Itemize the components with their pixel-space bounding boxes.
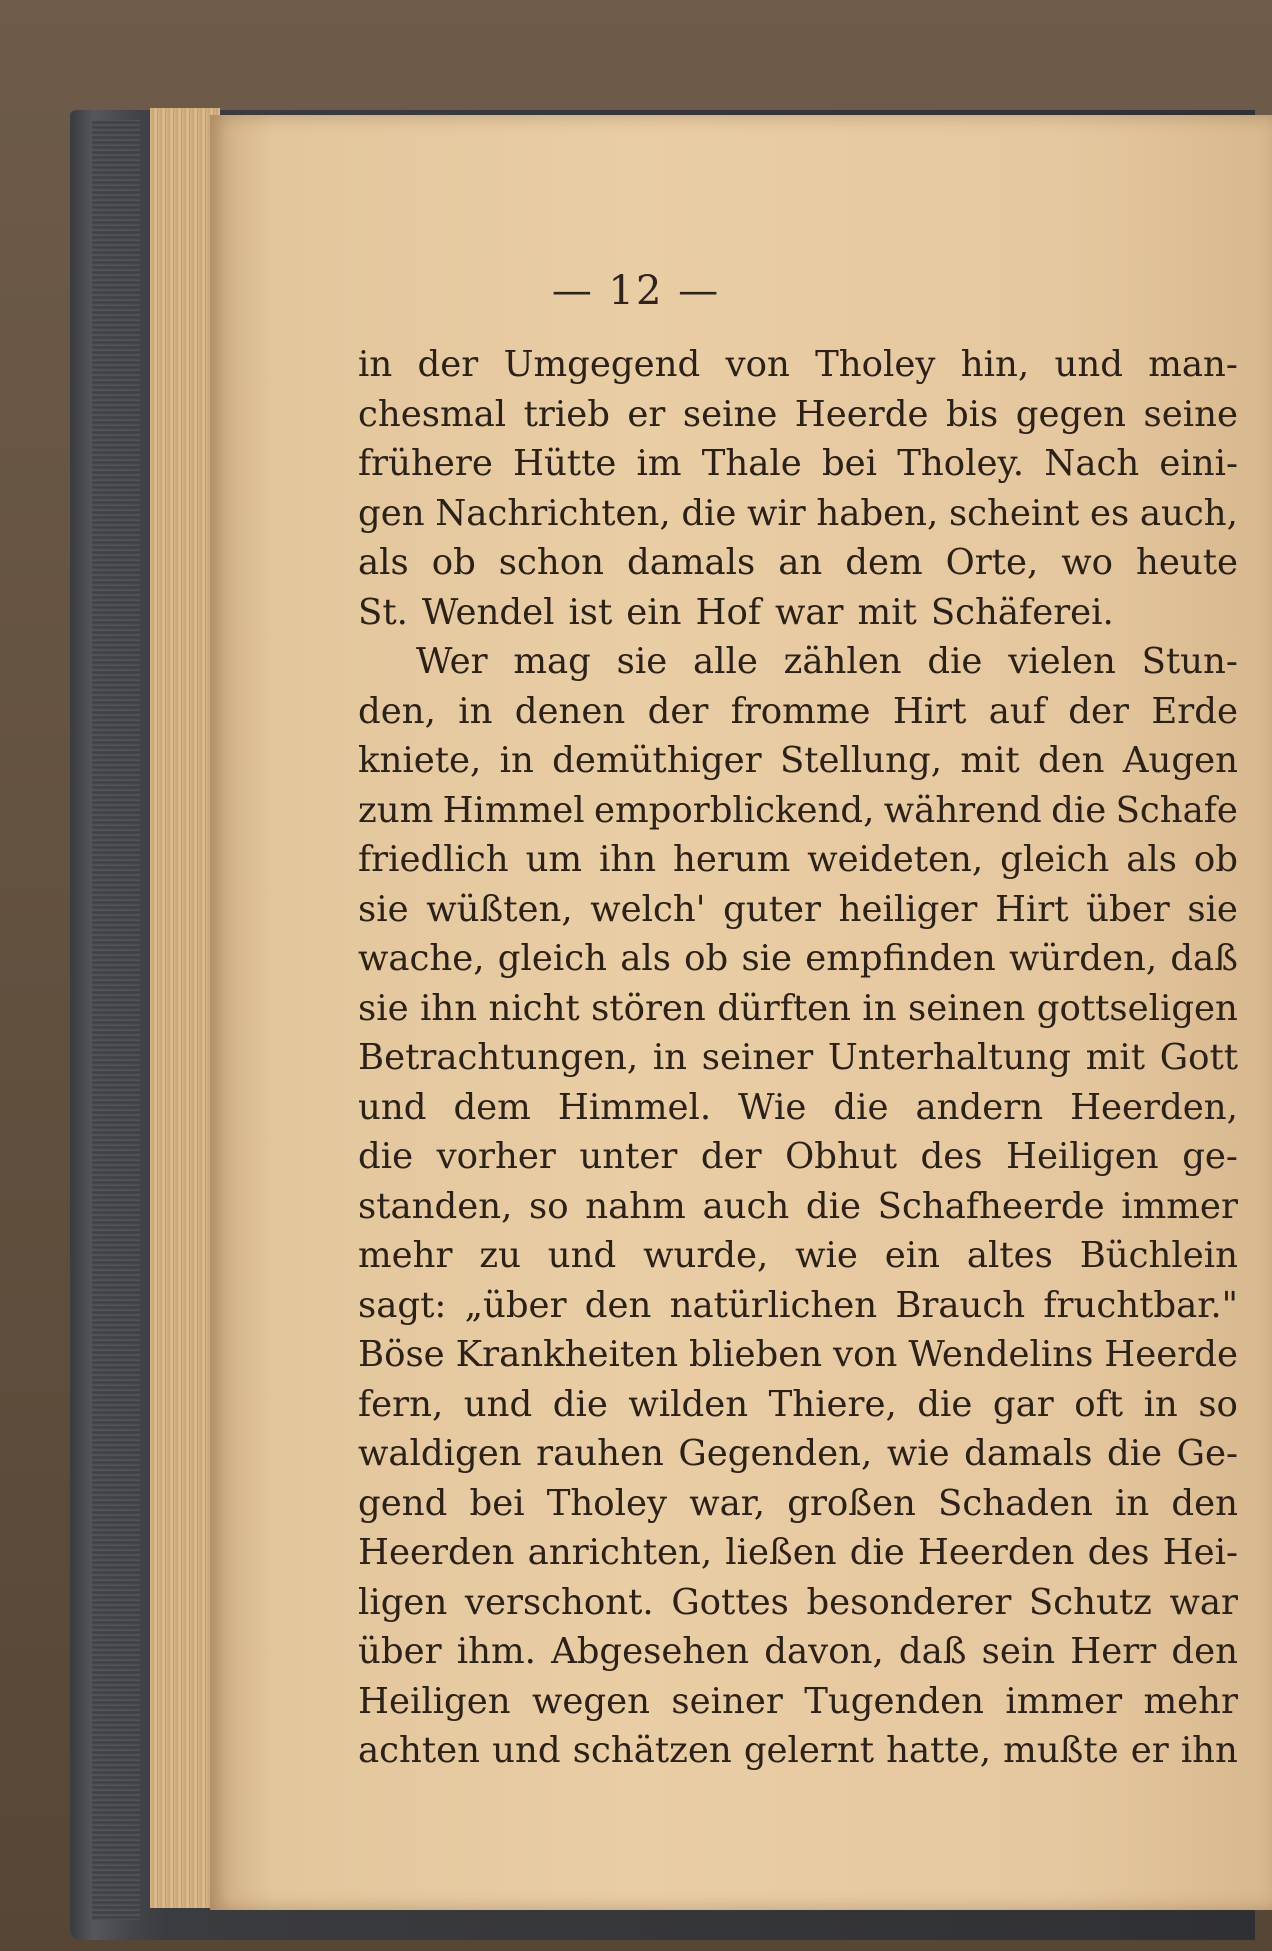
- text-line: gend bei Tholey war, großen Schaden in den: [358, 1482, 1238, 1524]
- text-line: fern, und die wilden Thiere, die gar oft in so: [358, 1383, 1238, 1425]
- text-line: über ihm. Abgesehen davon, daß sein Herr den: [358, 1631, 1238, 1672]
- text-line: kniete, in demüthiger Stellung, mit den Augen: [358, 740, 1238, 781]
- text-line: sie wüßten, welch' guter heiliger Hirt über sie: [358, 888, 1238, 930]
- book-spine: [92, 120, 140, 1920]
- text-line: waldigen rauhen Gegenden, wie damals die Ge-: [358, 1433, 1238, 1474]
- text-line: und dem Himmel. Wie die andern Heerden,: [358, 1086, 1238, 1128]
- text-line: St. Wendel ist ein Hof war mit Schäferei.: [358, 591, 1114, 633]
- text-line: in der Umgegend von Tholey hin, und man-: [358, 344, 1238, 385]
- text-line: wache, gleich als ob sie empfinden würden, daß: [358, 938, 1238, 979]
- text-line: sie ihn nicht stören dürften in seinen gottseligen: [358, 987, 1238, 1029]
- text-line: friedlich um ihn herum weideten, gleich als ob: [358, 839, 1238, 880]
- text-line: Heiligen wegen seiner Tugenden immer mehr: [358, 1680, 1238, 1722]
- text-line: Wer mag sie alle zählen die vielen Stun-: [416, 641, 1238, 682]
- text-line: standen, so nahm auch die Schafheerde immer: [358, 1185, 1238, 1227]
- text-line: zum Himmel emporblickend, während die Schafe: [358, 789, 1238, 831]
- text-line: mehr zu und wurde, wie ein altes Büchlein: [358, 1235, 1238, 1276]
- text-line: frühere Hütte im Thale bei Tholey. Nach eini-: [358, 443, 1238, 484]
- text-line: sagt: „über den natürlichen Brauch fruchtbar.": [358, 1284, 1238, 1326]
- text-line: Böse Krankheiten blieben von Wendelins Heerde: [358, 1334, 1238, 1375]
- text-line: achten und schätzen gelernt hatte, mußte er ihn: [358, 1730, 1238, 1771]
- text-line: die vorher unter der Obhut des Heiligen ge-: [358, 1136, 1238, 1177]
- text-line: ligen verschont. Gottes besonderer Schutz war: [358, 1581, 1238, 1623]
- text-line: Betrachtungen, in seiner Unterhaltung mit Gott: [358, 1037, 1238, 1078]
- text-line: den, in denen der fromme Hirt auf der Erde: [358, 690, 1238, 732]
- text-line: Heerden anrichten, ließen die Heerden des Hei-: [358, 1532, 1238, 1573]
- page-number: — 12 —: [551, 268, 721, 314]
- text-line: gen Nachrichten, die wir haben, scheint es auch,: [358, 492, 1238, 534]
- text-line: als ob schon damals an dem Orte, wo heute: [358, 542, 1238, 583]
- text-line: chesmal trieb er seine Heerde bis gegen seine: [358, 393, 1238, 435]
- body-text: [358, 340, 1238, 1776]
